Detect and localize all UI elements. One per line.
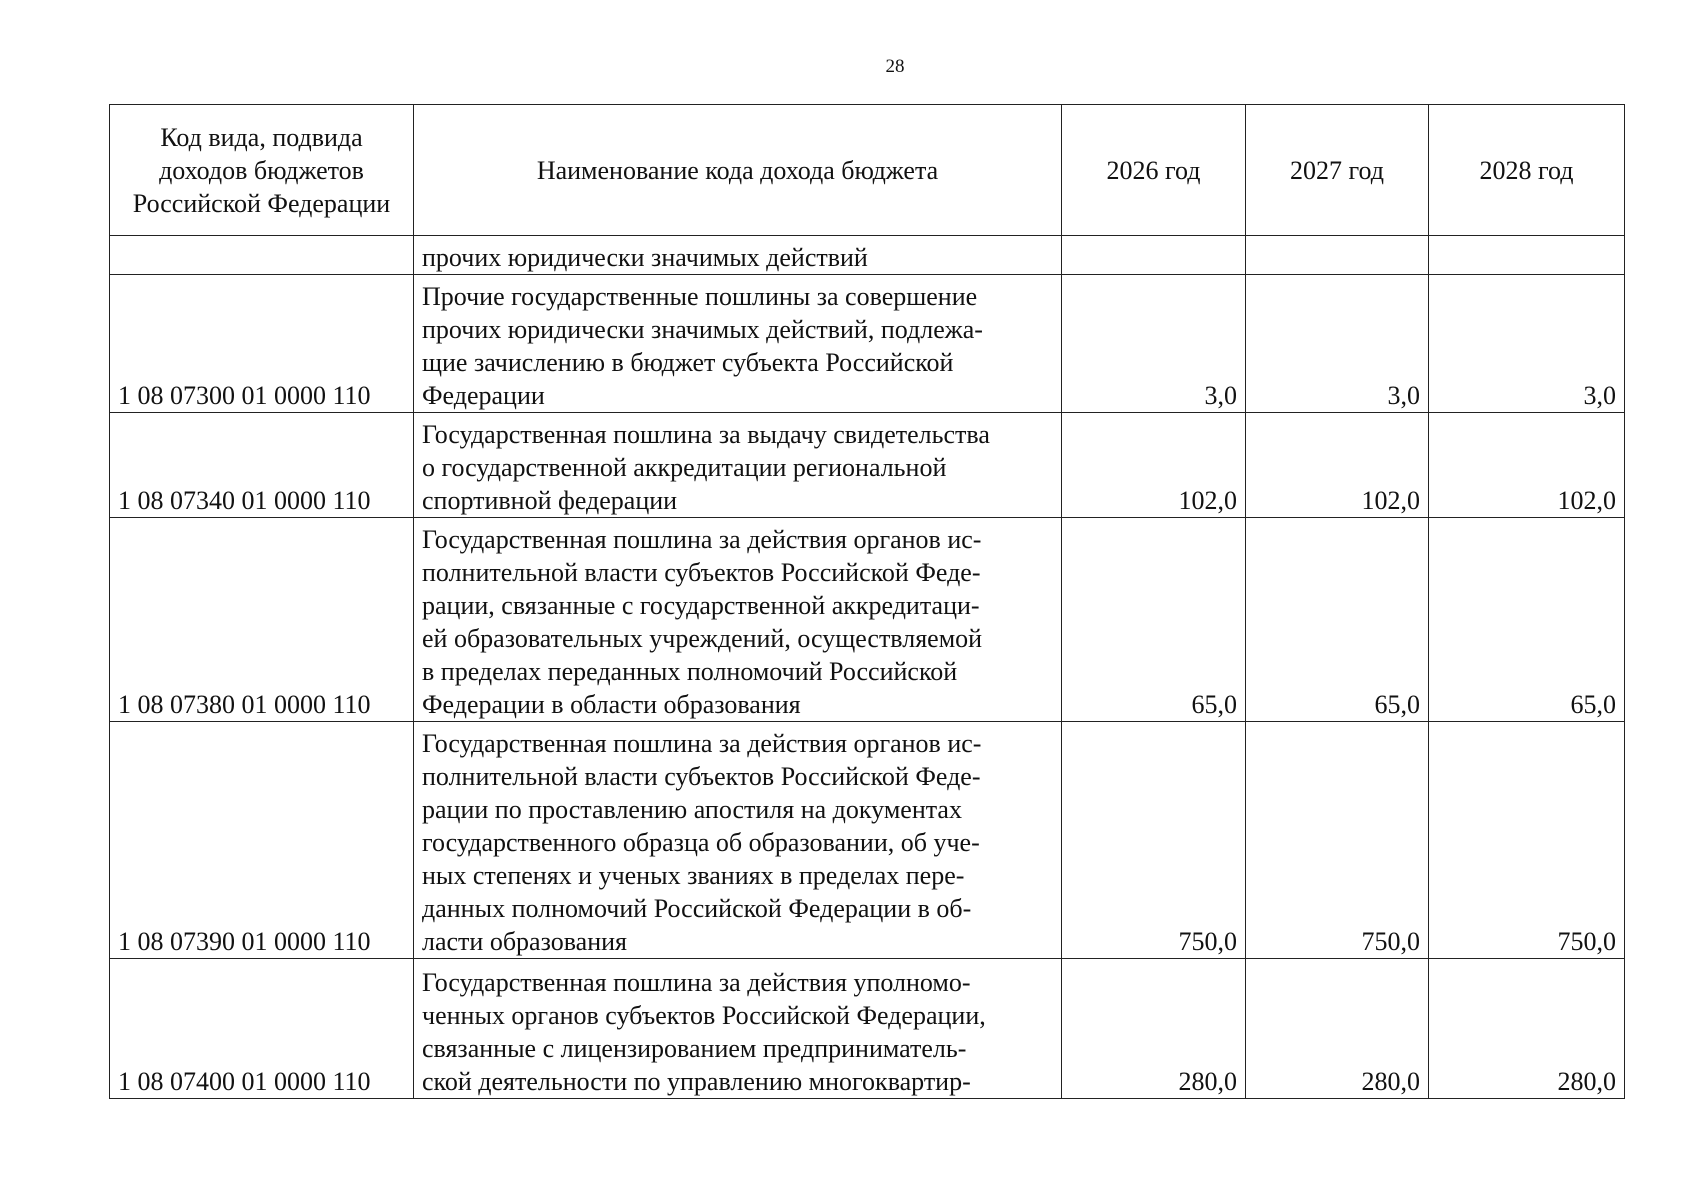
name-line: в пределах переданных полномочий Российской xyxy=(422,657,958,686)
header-year-2027: 2027 год xyxy=(1246,105,1429,236)
name-line: данных полномочий Российской Федерации в об- xyxy=(422,894,972,923)
cell-2026: 3,0 xyxy=(1062,275,1246,413)
header-code xyxy=(110,105,414,236)
cell-2026: 280,0 xyxy=(1062,959,1246,1099)
cell-2027: 3,0 xyxy=(1246,275,1429,413)
name-line: о государственной аккредитации региональной xyxy=(422,453,947,482)
cell-name xyxy=(414,959,1062,1099)
cell-name xyxy=(414,236,1062,275)
cell-2026: 102,0 xyxy=(1062,413,1246,518)
table-row xyxy=(110,959,1625,1099)
name-line: полнительной власти субъектов Российской Феде- xyxy=(422,762,981,791)
cell-code: 1 08 07380 01 0000 110 xyxy=(110,518,414,722)
cell-2028: 102,0 xyxy=(1429,413,1625,518)
name-line: Прочие государственные пошлины за совершение xyxy=(422,282,978,311)
table-row xyxy=(110,722,1625,959)
header-code-line: Код вида, подвида xyxy=(160,122,363,152)
cell-code xyxy=(110,236,414,275)
cell-2027 xyxy=(1246,236,1429,275)
table-row xyxy=(110,413,1625,518)
table-body xyxy=(110,236,1625,1099)
name-line: прочих юридически значимых действий, подлежа- xyxy=(422,315,983,344)
cell-2026 xyxy=(1062,236,1246,275)
header-code-line: Российской Федерации xyxy=(132,188,391,218)
table-row xyxy=(110,236,1625,275)
cell-2026: 65,0 xyxy=(1062,518,1246,722)
name-line: Государственная пошлина за действия органов ис- xyxy=(422,525,982,554)
name-line: рации по проставлению апостиля на документах xyxy=(422,795,962,824)
name-line: связанные с лицензированием предприниматель- xyxy=(422,1034,967,1063)
cell-2028 xyxy=(1429,236,1625,275)
header-code-line: доходов бюджетов xyxy=(159,155,364,185)
cell-2026: 750,0 xyxy=(1062,722,1246,959)
budget-revenue-table xyxy=(109,104,1625,1099)
cell-2027: 280,0 xyxy=(1246,959,1429,1099)
name-line: Федерации в области образования xyxy=(422,690,801,719)
name-line: ласти образования xyxy=(422,927,627,956)
page-number: 28 xyxy=(885,56,905,77)
name-line: Государственная пошлина за действия органов ис- xyxy=(422,729,982,758)
cell-code: 1 08 07300 01 0000 110 xyxy=(110,275,414,413)
cell-2028: 65,0 xyxy=(1429,518,1625,722)
name-line: Федерации xyxy=(422,381,545,410)
name-line: прочих юридически значимых действий xyxy=(422,243,868,272)
header-year-2026: 2026 год xyxy=(1062,105,1246,236)
header-name: Наименование кода дохода бюджета xyxy=(414,105,1062,236)
name-line: полнительной власти субъектов Российской Феде- xyxy=(422,558,981,587)
cell-code: 1 08 07390 01 0000 110 xyxy=(110,722,414,959)
name-line: спортивной федерации xyxy=(422,486,678,515)
header-year-2028: 2028 год xyxy=(1429,105,1625,236)
table-header xyxy=(110,105,1625,236)
cell-2027: 750,0 xyxy=(1246,722,1429,959)
cell-name xyxy=(414,413,1062,518)
cell-code: 1 08 07340 01 0000 110 xyxy=(110,413,414,518)
table-row xyxy=(110,275,1625,413)
name-line: Государственная пошлина за действия уполномо- xyxy=(422,968,971,997)
name-line: рации, связанные с государственной аккредитаци- xyxy=(422,591,980,620)
cell-name xyxy=(414,722,1062,959)
name-line: ченных органов субъектов Российской Федерации, xyxy=(422,1001,986,1030)
name-line: ных степенях и ученых званиях в пределах пере- xyxy=(422,861,965,890)
cell-2028: 3,0 xyxy=(1429,275,1625,413)
cell-2028: 280,0 xyxy=(1429,959,1625,1099)
cell-name xyxy=(414,518,1062,722)
cell-2027: 102,0 xyxy=(1246,413,1429,518)
name-line: государственного образца об образовании, об уче- xyxy=(422,828,980,857)
name-line: щие зачислению в бюджет субъекта Российской xyxy=(422,348,954,377)
cell-name xyxy=(414,275,1062,413)
cell-code: 1 08 07400 01 0000 110 xyxy=(110,959,414,1099)
cell-2027: 65,0 xyxy=(1246,518,1429,722)
table-row xyxy=(110,518,1625,722)
name-line: ей образовательных учреждений, осуществляемой xyxy=(422,624,983,653)
name-line: Государственная пошлина за выдачу свидетельства xyxy=(422,420,990,449)
name-line: ской деятельности по управлению многоквартир- xyxy=(422,1067,971,1096)
cell-2028: 750,0 xyxy=(1429,722,1625,959)
header-row xyxy=(110,105,1625,236)
